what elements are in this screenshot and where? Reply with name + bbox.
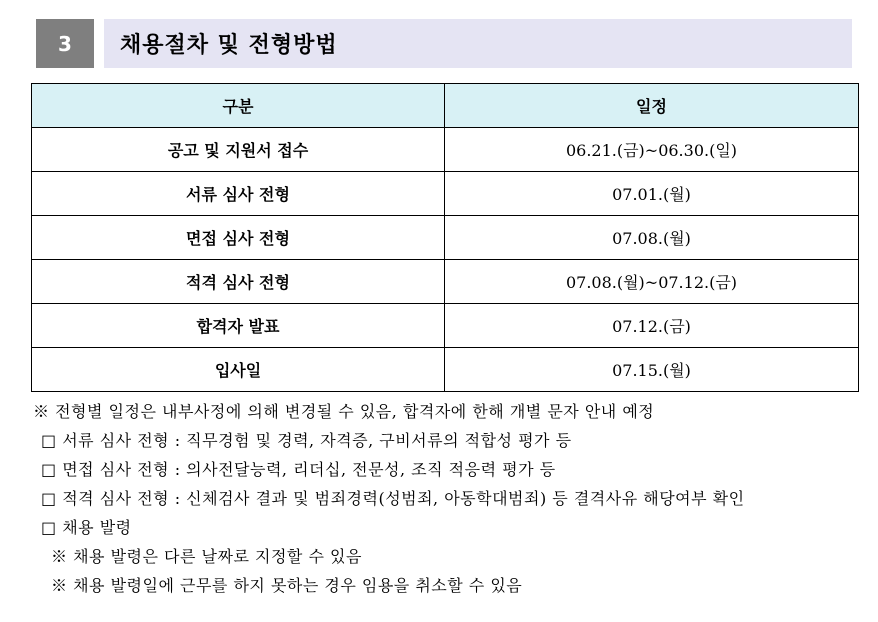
note-interview-screening: □ 면접 심사 전형 : 의사전달능력, 리더십, 전문성, 조직 적응력 평가 등 xyxy=(41,460,556,479)
row-date: 07.08.(월)~07.12.(금) xyxy=(445,260,859,304)
note-document-screening: □ 서류 심사 전형 : 직무경험 및 경력, 자격증, 구비서류의 적합성 평가 등 xyxy=(41,431,572,450)
column-header-date: 일정 xyxy=(445,84,859,128)
row-date: 07.08.(월) xyxy=(445,216,859,260)
section-title: 채용절차 및 전형방법 xyxy=(120,33,338,58)
table-row xyxy=(32,216,859,260)
row-category: 적격 심사 전형 xyxy=(32,260,445,304)
row-category: 서류 심사 전형 xyxy=(32,172,445,216)
row-date: 06.21.(금)~06.30.(일) xyxy=(445,128,859,172)
note-appointment-date: ※ 채용 발령은 다른 날짜로 지정할 수 있음 xyxy=(51,547,362,566)
row-category: 면접 심사 전형 xyxy=(32,216,445,260)
section-header xyxy=(104,19,852,68)
table-row xyxy=(32,172,859,216)
row-date: 07.12.(금) xyxy=(445,304,859,348)
note-schedule-change: ※ 전형별 일정은 내부사정에 의해 변경될 수 있음, 합격자에 한해 개별 문자 안내 예정 xyxy=(33,402,655,421)
notes-section xyxy=(33,401,863,604)
schedule-table xyxy=(31,83,859,392)
row-date: 07.01.(월) xyxy=(445,172,859,216)
table-header-row xyxy=(32,84,859,128)
table-row xyxy=(32,348,859,392)
row-category: 공고 및 지원서 접수 xyxy=(32,128,445,172)
table-row xyxy=(32,304,859,348)
table-row xyxy=(32,128,859,172)
row-date: 07.15.(월) xyxy=(445,348,859,392)
note-appointment-cancel: ※ 채용 발령일에 근무를 하지 못하는 경우 임용을 취소할 수 있음 xyxy=(51,576,523,595)
note-appointment: □ 채용 발령 xyxy=(41,518,132,537)
row-category: 합격자 발표 xyxy=(32,304,445,348)
table-row xyxy=(32,260,859,304)
row-category: 입사일 xyxy=(32,348,445,392)
note-eligibility-screening: □ 적격 심사 전형 : 신체검사 결과 및 범죄경력(성범죄, 아동학대범죄) 등 결격사유 해당여부 확인 xyxy=(41,489,745,508)
column-header-category: 구분 xyxy=(32,84,445,128)
section-number-badge: 3 xyxy=(36,19,94,68)
